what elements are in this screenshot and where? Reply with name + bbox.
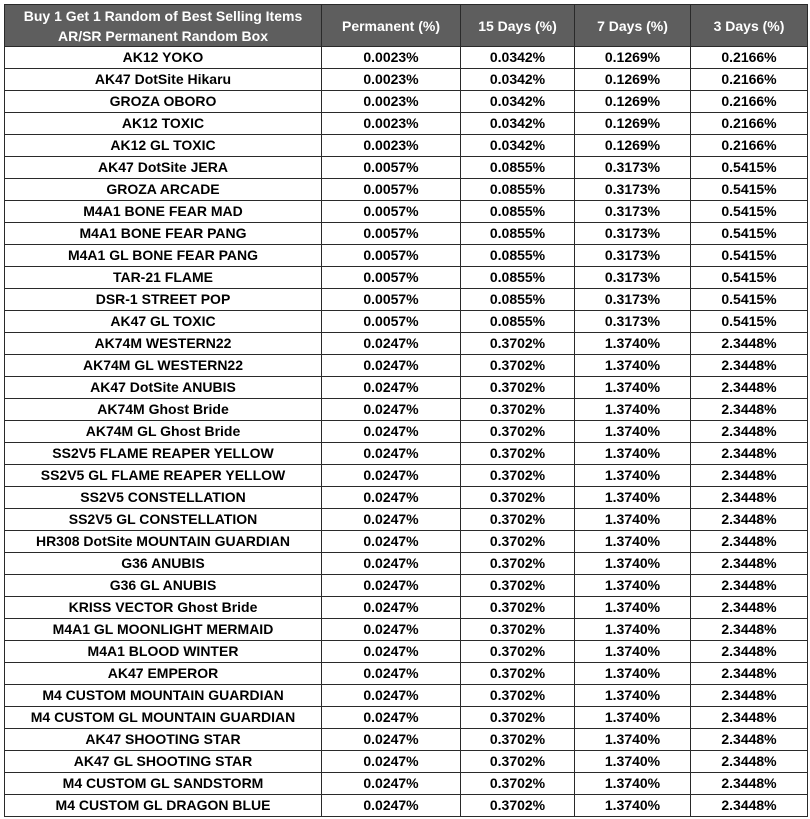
three-day-rate-cell: 2.3448% bbox=[691, 641, 808, 663]
item-name-cell: AK47 DotSite JERA bbox=[5, 157, 322, 179]
seven-day-rate-cell: 1.3740% bbox=[575, 487, 691, 509]
fifteen-day-rate-cell: 0.0855% bbox=[461, 179, 575, 201]
fifteen-day-rate-cell: 0.3702% bbox=[461, 487, 575, 509]
three-day-rate-cell: 2.3448% bbox=[691, 509, 808, 531]
item-name-cell: M4 CUSTOM GL SANDSTORM bbox=[5, 773, 322, 795]
item-name-cell: G36 ANUBIS bbox=[5, 553, 322, 575]
fifteen-day-rate-cell: 0.0342% bbox=[461, 91, 575, 113]
permanent-rate-cell: 0.0247% bbox=[322, 729, 461, 751]
table-row bbox=[5, 531, 808, 553]
three-day-rate-cell: 0.5415% bbox=[691, 201, 808, 223]
three-day-rate-cell: 2.3448% bbox=[691, 751, 808, 773]
item-name-cell: M4A1 BLOOD WINTER bbox=[5, 641, 322, 663]
item-name-cell: TAR-21 FLAME bbox=[5, 267, 322, 289]
probability-table bbox=[4, 4, 808, 817]
table-row bbox=[5, 487, 808, 509]
permanent-rate-cell: 0.0023% bbox=[322, 91, 461, 113]
fifteen-day-rate-cell: 0.3702% bbox=[461, 421, 575, 443]
permanent-rate-cell: 0.0247% bbox=[322, 685, 461, 707]
seven-day-rate-cell: 0.3173% bbox=[575, 289, 691, 311]
seven-day-rate-cell: 0.3173% bbox=[575, 201, 691, 223]
table-row bbox=[5, 135, 808, 157]
three-day-rate-cell: 2.3448% bbox=[691, 465, 808, 487]
seven-day-rate-cell: 0.3173% bbox=[575, 245, 691, 267]
permanent-rate-cell: 0.0247% bbox=[322, 751, 461, 773]
seven-day-rate-cell: 1.3740% bbox=[575, 729, 691, 751]
three-day-rate-cell: 2.3448% bbox=[691, 553, 808, 575]
permanent-rate-cell: 0.0247% bbox=[322, 575, 461, 597]
three-day-rate-cell: 2.3448% bbox=[691, 487, 808, 509]
permanent-rate-cell: 0.0247% bbox=[322, 465, 461, 487]
seven-day-rate-cell: 1.3740% bbox=[575, 773, 691, 795]
table-row bbox=[5, 179, 808, 201]
item-name-cell: M4A1 BONE FEAR MAD bbox=[5, 201, 322, 223]
three-day-rate-cell: 2.3448% bbox=[691, 707, 808, 729]
permanent-rate-cell: 0.0057% bbox=[322, 223, 461, 245]
three-day-rate-cell: 0.5415% bbox=[691, 223, 808, 245]
permanent-rate-cell: 0.0023% bbox=[322, 135, 461, 157]
three-day-rate-cell: 0.2166% bbox=[691, 69, 808, 91]
header-row bbox=[5, 5, 808, 47]
seven-day-rate-cell: 0.1269% bbox=[575, 135, 691, 157]
table-row bbox=[5, 795, 808, 817]
permanent-rate-cell: 0.0057% bbox=[322, 289, 461, 311]
permanent-rate-cell: 0.0247% bbox=[322, 597, 461, 619]
permanent-rate-cell: 0.0247% bbox=[322, 773, 461, 795]
column-header-15-days: 15 Days (%) bbox=[461, 5, 575, 47]
three-day-rate-cell: 2.3448% bbox=[691, 355, 808, 377]
permanent-rate-cell: 0.0247% bbox=[322, 333, 461, 355]
seven-day-rate-cell: 0.1269% bbox=[575, 91, 691, 113]
table-row bbox=[5, 245, 808, 267]
item-name-cell: AK47 GL SHOOTING STAR bbox=[5, 751, 322, 773]
seven-day-rate-cell: 1.3740% bbox=[575, 509, 691, 531]
item-name-cell: AK74M GL WESTERN22 bbox=[5, 355, 322, 377]
fifteen-day-rate-cell: 0.3702% bbox=[461, 707, 575, 729]
column-header-permanent: Permanent (%) bbox=[322, 5, 461, 47]
seven-day-rate-cell: 0.1269% bbox=[575, 113, 691, 135]
item-name-cell: M4A1 GL MOONLIGHT MERMAID bbox=[5, 619, 322, 641]
item-name-cell: AK74M GL Ghost Bride bbox=[5, 421, 322, 443]
three-day-rate-cell: 0.2166% bbox=[691, 113, 808, 135]
item-name-cell: SS2V5 CONSTELLATION bbox=[5, 487, 322, 509]
table-row bbox=[5, 69, 808, 91]
fifteen-day-rate-cell: 0.3702% bbox=[461, 509, 575, 531]
seven-day-rate-cell: 1.3740% bbox=[575, 597, 691, 619]
permanent-rate-cell: 0.0057% bbox=[322, 201, 461, 223]
three-day-rate-cell: 0.2166% bbox=[691, 47, 808, 69]
three-day-rate-cell: 0.5415% bbox=[691, 179, 808, 201]
table-row bbox=[5, 311, 808, 333]
table-row bbox=[5, 553, 808, 575]
permanent-rate-cell: 0.0247% bbox=[322, 443, 461, 465]
three-day-rate-cell: 2.3448% bbox=[691, 377, 808, 399]
item-name-cell: SS2V5 FLAME REAPER YELLOW bbox=[5, 443, 322, 465]
permanent-rate-cell: 0.0247% bbox=[322, 355, 461, 377]
fifteen-day-rate-cell: 0.3702% bbox=[461, 399, 575, 421]
column-header-7-days: 7 Days (%) bbox=[575, 5, 691, 47]
item-name-cell: M4 CUSTOM MOUNTAIN GUARDIAN bbox=[5, 685, 322, 707]
fifteen-day-rate-cell: 0.3702% bbox=[461, 575, 575, 597]
permanent-rate-cell: 0.0247% bbox=[322, 795, 461, 817]
item-name-cell: G36 GL ANUBIS bbox=[5, 575, 322, 597]
item-name-cell: AK47 DotSite Hikaru bbox=[5, 69, 322, 91]
seven-day-rate-cell: 0.1269% bbox=[575, 47, 691, 69]
item-name-cell: AK12 YOKO bbox=[5, 47, 322, 69]
item-name-cell: GROZA OBORO bbox=[5, 91, 322, 113]
fifteen-day-rate-cell: 0.3702% bbox=[461, 377, 575, 399]
item-name-cell: AK47 SHOOTING STAR bbox=[5, 729, 322, 751]
permanent-rate-cell: 0.0247% bbox=[322, 377, 461, 399]
permanent-rate-cell: 0.0247% bbox=[322, 641, 461, 663]
three-day-rate-cell: 2.3448% bbox=[691, 619, 808, 641]
table-row bbox=[5, 421, 808, 443]
item-name-cell: AK74M Ghost Bride bbox=[5, 399, 322, 421]
fifteen-day-rate-cell: 0.0342% bbox=[461, 47, 575, 69]
permanent-rate-cell: 0.0247% bbox=[322, 531, 461, 553]
permanent-rate-cell: 0.0023% bbox=[322, 113, 461, 135]
fifteen-day-rate-cell: 0.3702% bbox=[461, 619, 575, 641]
permanent-rate-cell: 0.0023% bbox=[322, 69, 461, 91]
seven-day-rate-cell: 0.3173% bbox=[575, 157, 691, 179]
three-day-rate-cell: 2.3448% bbox=[691, 333, 808, 355]
fifteen-day-rate-cell: 0.0855% bbox=[461, 267, 575, 289]
three-day-rate-cell: 0.2166% bbox=[691, 91, 808, 113]
permanent-rate-cell: 0.0247% bbox=[322, 421, 461, 443]
table-row bbox=[5, 267, 808, 289]
table-row bbox=[5, 685, 808, 707]
seven-day-rate-cell: 1.3740% bbox=[575, 333, 691, 355]
seven-day-rate-cell: 1.3740% bbox=[575, 641, 691, 663]
permanent-rate-cell: 0.0247% bbox=[322, 707, 461, 729]
three-day-rate-cell: 2.3448% bbox=[691, 773, 808, 795]
item-name-cell: SS2V5 GL CONSTELLATION bbox=[5, 509, 322, 531]
seven-day-rate-cell: 0.3173% bbox=[575, 267, 691, 289]
item-name-cell: AK47 EMPEROR bbox=[5, 663, 322, 685]
fifteen-day-rate-cell: 0.3702% bbox=[461, 553, 575, 575]
fifteen-day-rate-cell: 0.0855% bbox=[461, 245, 575, 267]
table-row bbox=[5, 91, 808, 113]
table-row bbox=[5, 223, 808, 245]
three-day-rate-cell: 2.3448% bbox=[691, 597, 808, 619]
table-row bbox=[5, 773, 808, 795]
table-row bbox=[5, 509, 808, 531]
three-day-rate-cell: 0.5415% bbox=[691, 311, 808, 333]
table-row bbox=[5, 729, 808, 751]
three-day-rate-cell: 2.3448% bbox=[691, 443, 808, 465]
table-row bbox=[5, 333, 808, 355]
table-row bbox=[5, 201, 808, 223]
fifteen-day-rate-cell: 0.0342% bbox=[461, 113, 575, 135]
fifteen-day-rate-cell: 0.0855% bbox=[461, 223, 575, 245]
permanent-rate-cell: 0.0057% bbox=[322, 267, 461, 289]
seven-day-rate-cell: 1.3740% bbox=[575, 531, 691, 553]
table-row bbox=[5, 355, 808, 377]
three-day-rate-cell: 2.3448% bbox=[691, 729, 808, 751]
three-day-rate-cell: 0.2166% bbox=[691, 135, 808, 157]
box-title bbox=[5, 5, 322, 47]
three-day-rate-cell: 2.3448% bbox=[691, 795, 808, 817]
item-name-cell: GROZA ARCADE bbox=[5, 179, 322, 201]
fifteen-day-rate-cell: 0.3702% bbox=[461, 641, 575, 663]
seven-day-rate-cell: 1.3740% bbox=[575, 619, 691, 641]
fifteen-day-rate-cell: 0.3702% bbox=[461, 355, 575, 377]
three-day-rate-cell: 0.5415% bbox=[691, 289, 808, 311]
fifteen-day-rate-cell: 0.0855% bbox=[461, 157, 575, 179]
fifteen-day-rate-cell: 0.0855% bbox=[461, 201, 575, 223]
item-name-cell: AK47 DotSite ANUBIS bbox=[5, 377, 322, 399]
table-row bbox=[5, 641, 808, 663]
table-body bbox=[5, 47, 808, 817]
three-day-rate-cell: 2.3448% bbox=[691, 575, 808, 597]
fifteen-day-rate-cell: 0.3702% bbox=[461, 333, 575, 355]
three-day-rate-cell: 2.3448% bbox=[691, 685, 808, 707]
seven-day-rate-cell: 1.3740% bbox=[575, 795, 691, 817]
three-day-rate-cell: 0.5415% bbox=[691, 157, 808, 179]
three-day-rate-cell: 2.3448% bbox=[691, 663, 808, 685]
permanent-rate-cell: 0.0247% bbox=[322, 399, 461, 421]
seven-day-rate-cell: 1.3740% bbox=[575, 355, 691, 377]
table-row bbox=[5, 751, 808, 773]
fifteen-day-rate-cell: 0.3702% bbox=[461, 729, 575, 751]
table-row bbox=[5, 465, 808, 487]
item-name-cell: AK12 GL TOXIC bbox=[5, 135, 322, 157]
permanent-rate-cell: 0.0247% bbox=[322, 487, 461, 509]
fifteen-day-rate-cell: 0.0342% bbox=[461, 135, 575, 157]
seven-day-rate-cell: 1.3740% bbox=[575, 553, 691, 575]
three-day-rate-cell: 0.5415% bbox=[691, 267, 808, 289]
fifteen-day-rate-cell: 0.3702% bbox=[461, 685, 575, 707]
permanent-rate-cell: 0.0247% bbox=[322, 663, 461, 685]
fifteen-day-rate-cell: 0.0855% bbox=[461, 311, 575, 333]
seven-day-rate-cell: 1.3740% bbox=[575, 465, 691, 487]
table-row bbox=[5, 597, 808, 619]
permanent-rate-cell: 0.0023% bbox=[322, 47, 461, 69]
seven-day-rate-cell: 1.3740% bbox=[575, 377, 691, 399]
fifteen-day-rate-cell: 0.3702% bbox=[461, 751, 575, 773]
seven-day-rate-cell: 0.3173% bbox=[575, 179, 691, 201]
three-day-rate-cell: 2.3448% bbox=[691, 421, 808, 443]
table-row bbox=[5, 377, 808, 399]
seven-day-rate-cell: 1.3740% bbox=[575, 663, 691, 685]
permanent-rate-cell: 0.0057% bbox=[322, 157, 461, 179]
table-row bbox=[5, 707, 808, 729]
fifteen-day-rate-cell: 0.3702% bbox=[461, 795, 575, 817]
item-name-cell: HR308 DotSite MOUNTAIN GUARDIAN bbox=[5, 531, 322, 553]
item-name-cell: M4 CUSTOM GL MOUNTAIN GUARDIAN bbox=[5, 707, 322, 729]
seven-day-rate-cell: 0.3173% bbox=[575, 223, 691, 245]
table-row bbox=[5, 619, 808, 641]
table-row bbox=[5, 289, 808, 311]
seven-day-rate-cell: 1.3740% bbox=[575, 575, 691, 597]
permanent-rate-cell: 0.0057% bbox=[322, 245, 461, 267]
table-header bbox=[5, 5, 808, 47]
column-header-3-days: 3 Days (%) bbox=[691, 5, 808, 47]
table-row bbox=[5, 663, 808, 685]
item-name-cell: M4 CUSTOM GL DRAGON BLUE bbox=[5, 795, 322, 817]
fifteen-day-rate-cell: 0.3702% bbox=[461, 465, 575, 487]
table-row bbox=[5, 399, 808, 421]
table-row bbox=[5, 113, 808, 135]
item-name-cell: M4A1 GL BONE FEAR PANG bbox=[5, 245, 322, 267]
table-row bbox=[5, 575, 808, 597]
seven-day-rate-cell: 1.3740% bbox=[575, 443, 691, 465]
item-name-cell: AK74M WESTERN22 bbox=[5, 333, 322, 355]
permanent-rate-cell: 0.0247% bbox=[322, 553, 461, 575]
seven-day-rate-cell: 0.3173% bbox=[575, 311, 691, 333]
fifteen-day-rate-cell: 0.3702% bbox=[461, 443, 575, 465]
three-day-rate-cell: 0.5415% bbox=[691, 245, 808, 267]
fifteen-day-rate-cell: 0.3702% bbox=[461, 663, 575, 685]
seven-day-rate-cell: 1.3740% bbox=[575, 751, 691, 773]
box-title-line2: AR/SR Permanent Random Box bbox=[57, 27, 269, 44]
item-name-cell: AK47 GL TOXIC bbox=[5, 311, 322, 333]
fifteen-day-rate-cell: 0.3702% bbox=[461, 531, 575, 553]
fifteen-day-rate-cell: 0.3702% bbox=[461, 773, 575, 795]
item-name-cell: SS2V5 GL FLAME REAPER YELLOW bbox=[5, 465, 322, 487]
permanent-rate-cell: 0.0247% bbox=[322, 509, 461, 531]
three-day-rate-cell: 2.3448% bbox=[691, 531, 808, 553]
item-name-cell: AK12 TOXIC bbox=[5, 113, 322, 135]
fifteen-day-rate-cell: 0.0855% bbox=[461, 289, 575, 311]
permanent-rate-cell: 0.0247% bbox=[322, 619, 461, 641]
seven-day-rate-cell: 1.3740% bbox=[575, 421, 691, 443]
fifteen-day-rate-cell: 0.0342% bbox=[461, 69, 575, 91]
table-row bbox=[5, 157, 808, 179]
seven-day-rate-cell: 1.3740% bbox=[575, 685, 691, 707]
three-day-rate-cell: 2.3448% bbox=[691, 399, 808, 421]
seven-day-rate-cell: 1.3740% bbox=[575, 399, 691, 421]
table-row bbox=[5, 47, 808, 69]
permanent-rate-cell: 0.0057% bbox=[322, 179, 461, 201]
box-title-line1: Buy 1 Get 1 Random of Best Selling Items bbox=[23, 7, 303, 24]
item-name-cell: KRISS VECTOR Ghost Bride bbox=[5, 597, 322, 619]
seven-day-rate-cell: 0.1269% bbox=[575, 69, 691, 91]
item-name-cell: M4A1 BONE FEAR PANG bbox=[5, 223, 322, 245]
item-name-cell: DSR-1 STREET POP bbox=[5, 289, 322, 311]
fifteen-day-rate-cell: 0.3702% bbox=[461, 597, 575, 619]
table-row bbox=[5, 443, 808, 465]
seven-day-rate-cell: 1.3740% bbox=[575, 707, 691, 729]
permanent-rate-cell: 0.0057% bbox=[322, 311, 461, 333]
